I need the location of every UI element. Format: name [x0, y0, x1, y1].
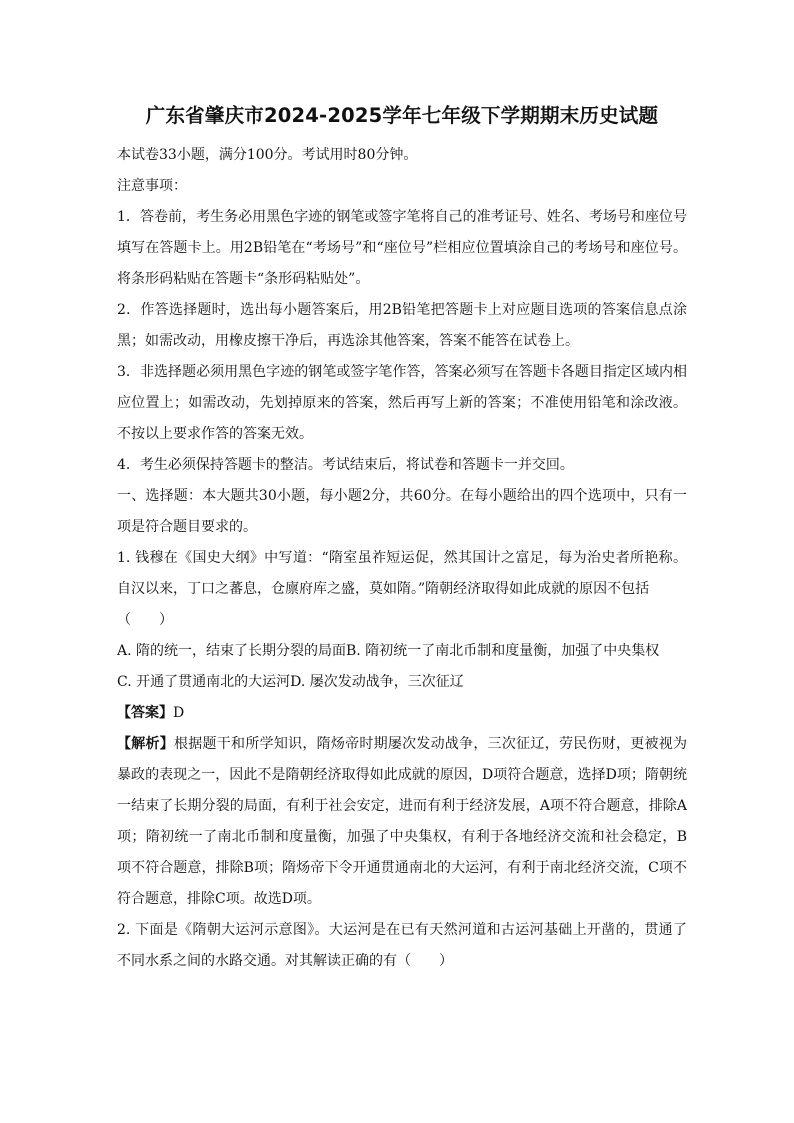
note-item-1: 1．答卷前，考生务必用黑色字迹的钢笔或签字笔将自己的准考证号、姓名、考场号和座位号填写在答题卡上。用2B铅笔在“考场号”和“座位号”栏相应位置填涂自己的考场号和座位号。将条形码粘贴在答题卡“条形码粘贴处”。: [117, 209, 687, 287]
notes-heading: 注意事项：: [117, 178, 187, 194]
question-1: [117, 543, 687, 915]
analysis-text: 根据题干和所学知识，隋炀帝时期屡次发动战争，三次征辽，劳民伤财，更被视为暴政的表现之一，因此不是隋朝经济取得如此成就的原因，D项符合题意，选择D项；隋朝统一结束了长期分裂的局面，有利于社会安定，进而有利于经济发展，A项不符合题意，排除A项；隋初统一了南北币制和度量衡，加强了中央集权，有利于各地经济交流和社会稳定，B项不符合题意，排除B项；隋炀帝下令开通贯通南北的大运河，有利于南北经济交流，C项不符合题意，排除C项。故选D项。: [117, 736, 688, 907]
exam-page: [117, 98, 687, 977]
analysis-paragraph: [117, 729, 687, 915]
option-d: D. 屡次发动战争，三次征辽: [290, 674, 464, 690]
note-item-2: 2．作答选择题时，选出每小题答案后，用2B铅笔把答题卡上对应题目选项的答案信息点涂黑；如需改动，用橡皮擦干净后，再选涂其他答案，答案不能答在试卷上。: [117, 302, 687, 349]
answer-tag: 【答案】: [117, 705, 173, 721]
question-1-blank: （ ）: [117, 612, 173, 628]
option-c: C. 开通了贯通南北的大运河: [117, 674, 291, 690]
question-1-options-row-1: [117, 636, 687, 667]
question-2-stem: 2. 下面是《隋朝大运河示意图》。大运河是在已有天然河道和古运河基础上开凿的，贯通了不同水系之间的水路交通。对其解读正确的有（ ）: [117, 922, 687, 969]
answer-line: [117, 698, 687, 729]
exam-title: 广东省肇庆市2024-2025学年七年级下学期期末历史试题: [145, 104, 659, 127]
option-a: A. 隋的统一，结束了长期分裂的局面: [117, 643, 347, 659]
option-b: B. 隋初统一了南北币制和度量衡，加强了中央集权: [346, 643, 660, 659]
analysis-tag: 【解析】: [117, 736, 175, 752]
section-one-heading: 一、选择题：本大题共30小题，每小题2分，共60分。在每小题给出的四个选项中，只有一项是符合题目要求的。: [117, 488, 687, 535]
note-item-3: 3．非选择题必须用黑色字迹的钢笔或签字笔作答，答案必须写在答题卡各题目指定区域内相应位置上；如需改动，先划掉原来的答案，然后再写上新的答案；不准使用铅笔和涂改液。不按以上要求作答的答案无效。: [117, 364, 687, 442]
note-item-4: 4．考生必须保持答题卡的整洁。考试结束后，将试卷和答题卡一并交回。: [117, 457, 574, 473]
question-2: [117, 915, 687, 977]
question-1-options-row-2: [117, 667, 687, 698]
question-1-stem: 1. 钱穆在《国史大纲》中写道：“隋室虽祚短运促，然其国计之富足，每为治史者所艳称。自汉以来，丁口之蕃息，仓廪府库之盛，莫如隋。”隋朝经济取得如此成就的原因不包括: [117, 550, 687, 597]
answer-value: D: [173, 705, 185, 721]
exam-intro: 本试卷33小题，满分100分。考试用时80分钟。: [117, 147, 418, 163]
